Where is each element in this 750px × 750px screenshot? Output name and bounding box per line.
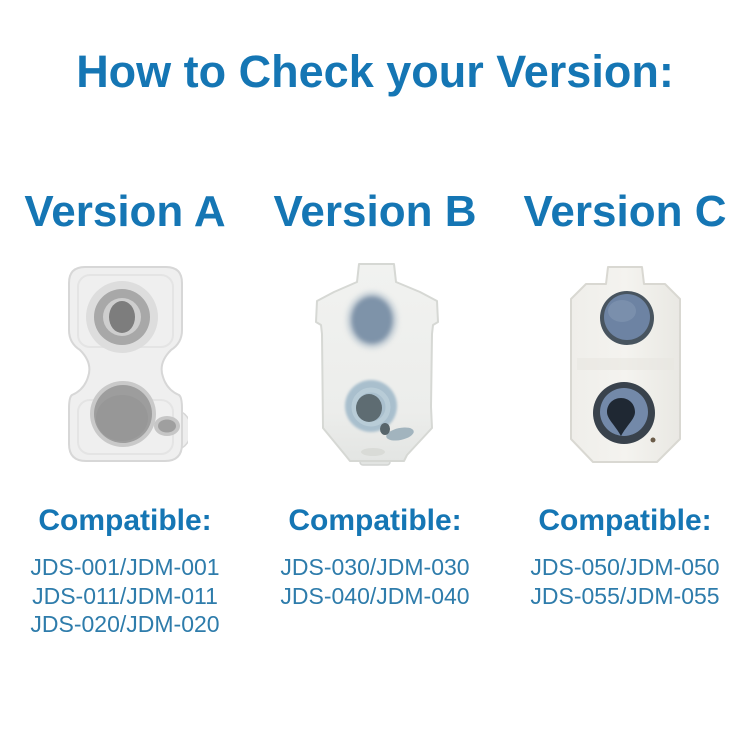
version-c-model-list [500,553,750,610]
pad-a-bottom-button [90,381,156,447]
version-a-pad-photo [0,262,250,467]
model-item: JDS-030/JDM-030 [280,554,470,580]
model-item: JDS-011/JDM-011 [32,582,218,609]
pad-a-small-oval-button [154,416,180,436]
model-item: JDS-001/JDM-001 [30,554,220,580]
version-a-heading: Version A [24,187,226,236]
version-c-pad-photo [500,262,750,467]
page-title: How to Check your Version: [76,46,674,97]
version-a-pad-illustration [63,264,188,466]
version-b-pad-illustration [310,262,441,467]
column-version-c [500,186,750,610]
pad-c-top-button [600,291,654,345]
version-b-heading: Version B [273,187,477,236]
version-b-compatible-label: Compatible: [288,504,462,537]
pad-b-bottom-button [345,380,397,432]
pad-c-bottom-button [593,382,656,444]
version-a-compatible-label: Compatible: [38,504,212,537]
version-c-compatible-label: Compatible: [538,504,712,537]
model-item: JDS-020/JDM-020 [30,611,220,637]
version-a-model-list [0,553,250,639]
version-c-heading: Version C [523,187,727,236]
model-item: JDS-050/JDM-050 [530,554,720,580]
version-c-pad-illustration [569,265,682,465]
model-item: JDS-055/JDM-055 [530,582,720,609]
pad-b-top-button [346,291,398,349]
pad-a-top-button [86,281,158,353]
column-version-a [0,186,250,639]
version-b-pad-photo [250,262,500,467]
model-item: JDS-040/JDM-040 [280,582,470,609]
version-b-model-list [250,553,500,610]
column-version-b [250,186,500,610]
